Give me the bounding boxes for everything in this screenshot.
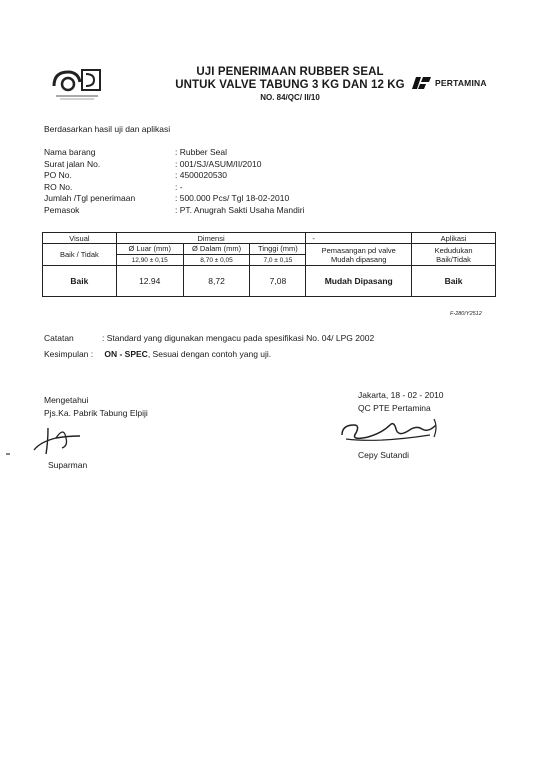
field-row xyxy=(44,170,304,182)
sig-right-name: Cepy Sutandi xyxy=(358,450,410,460)
field-value: : Rubber Seal xyxy=(175,147,227,157)
header-blank: - xyxy=(306,233,412,244)
title-line-2: UNTUK VALVE TABUNG 3 KG DAN 12 KG xyxy=(175,79,405,91)
field-label: RO No. xyxy=(44,181,73,192)
header-aplikasi: Aplikasi xyxy=(412,233,496,244)
cell-visual: Baik xyxy=(43,266,117,297)
col-inner-diameter xyxy=(183,244,250,266)
col-height xyxy=(250,244,306,266)
field-row xyxy=(44,193,304,205)
kesimpulan-text: , Sesuai dengan contoh yang uji. xyxy=(147,349,272,359)
document-title xyxy=(150,66,430,104)
intro-text: Berdasarkan hasil uji dan aplikasi xyxy=(44,124,171,134)
cell-outer: 12.94 xyxy=(116,266,183,297)
height-tolerance: 7,0 ± 0,15 xyxy=(250,254,305,265)
col-pemasangan xyxy=(306,244,412,266)
col-outer-label: Ø Luar (mm) xyxy=(128,244,171,253)
signature-block-right xyxy=(358,389,444,460)
brand-name: PERTAMINA xyxy=(435,78,487,88)
document-number: NO. 84/QC/ II/10 xyxy=(260,93,320,102)
kesimpulan-result: ON - SPEC xyxy=(104,349,148,359)
field-row xyxy=(44,182,304,194)
outer-tolerance: 12,90 ± 0,15 xyxy=(117,254,183,265)
cell-height: 7,08 xyxy=(250,266,306,297)
header-dimensi: Dimensi xyxy=(116,233,306,244)
field-label: Pemasok xyxy=(44,204,80,215)
field-value: : PT. Anugrah Sakti Usaha Mandiri xyxy=(175,204,305,215)
field-row xyxy=(44,159,304,171)
col-pemasangan-line2: Mudah dipasang xyxy=(330,254,387,264)
field-label: PO No. xyxy=(44,170,72,181)
item-details xyxy=(44,147,304,217)
col-pemasangan-line1: Pemasangan pd valve xyxy=(321,245,396,255)
header-visual: Visual xyxy=(43,233,117,244)
kesimpulan-row xyxy=(44,346,374,362)
sig-right-line1: Jakarta, 18 - 02 - 2010 xyxy=(358,390,444,400)
inner-tolerance: 8,70 ± 0,05 xyxy=(184,254,250,265)
catatan-row xyxy=(44,330,374,346)
col-kedudukan-line1: Kedudukan xyxy=(434,245,473,255)
pertamina-logo-icon xyxy=(410,76,432,90)
field-label: Surat jalan No. xyxy=(44,158,101,169)
col-kedudukan-line2: Baik/Tidak xyxy=(436,254,471,264)
signature-block-left xyxy=(44,394,148,470)
signature-mark-icon xyxy=(338,411,458,447)
form-code: F-280/Y2512 xyxy=(450,311,482,317)
table-group-header xyxy=(43,233,496,244)
col-baik-tidak: Baik / Tidak xyxy=(43,244,117,266)
field-value: : 500.000 Pcs/ Tgl 18-02-2010 xyxy=(175,193,290,204)
kesimpulan-label: Kesimpulan : xyxy=(44,349,94,359)
field-label: Nama barang xyxy=(44,147,96,157)
cell-pemasangan: Mudah Dipasang xyxy=(306,266,412,297)
table-column-header xyxy=(43,244,496,266)
cell-kedudukan: Baik xyxy=(412,266,496,297)
pertamina-brand xyxy=(410,76,487,90)
title-line-1: UJI PENERIMAAN RUBBER SEAL xyxy=(196,66,384,78)
field-label: Jumlah /Tgl penerimaan xyxy=(44,193,136,204)
sig-left-name: Suparman xyxy=(48,460,88,470)
results-table xyxy=(42,232,496,297)
col-height-label: Tinggi (mm) xyxy=(258,244,298,253)
sig-left-line2: Pjs.Ka. Pabrik Tabung Elpiji xyxy=(44,408,148,418)
cell-inner: 8,72 xyxy=(183,266,250,297)
field-value: : 4500020530 xyxy=(175,170,227,181)
col-inner-label: Ø Dalam (mm) xyxy=(191,244,242,253)
field-value: : - xyxy=(175,181,183,192)
catatan-label: Catatan xyxy=(44,333,74,343)
field-value: : 001/SJ/ASUM/II/2010 xyxy=(175,158,262,169)
catatan-text: : Standard yang digunakan mengacu pada spesifikasi No. 04/ LPG 2002 xyxy=(102,333,375,343)
col-kedudukan xyxy=(412,244,496,266)
sig-right-line2: QC PTE Pertamina xyxy=(358,403,431,413)
notes-section xyxy=(44,330,374,362)
field-row xyxy=(44,205,304,217)
company-logo-icon xyxy=(48,64,104,104)
field-row xyxy=(44,147,304,159)
col-outer-diameter xyxy=(116,244,183,266)
signature-mark-icon xyxy=(4,420,124,460)
sig-left-line1: Mengetahui xyxy=(44,395,89,405)
table-row xyxy=(43,266,496,297)
